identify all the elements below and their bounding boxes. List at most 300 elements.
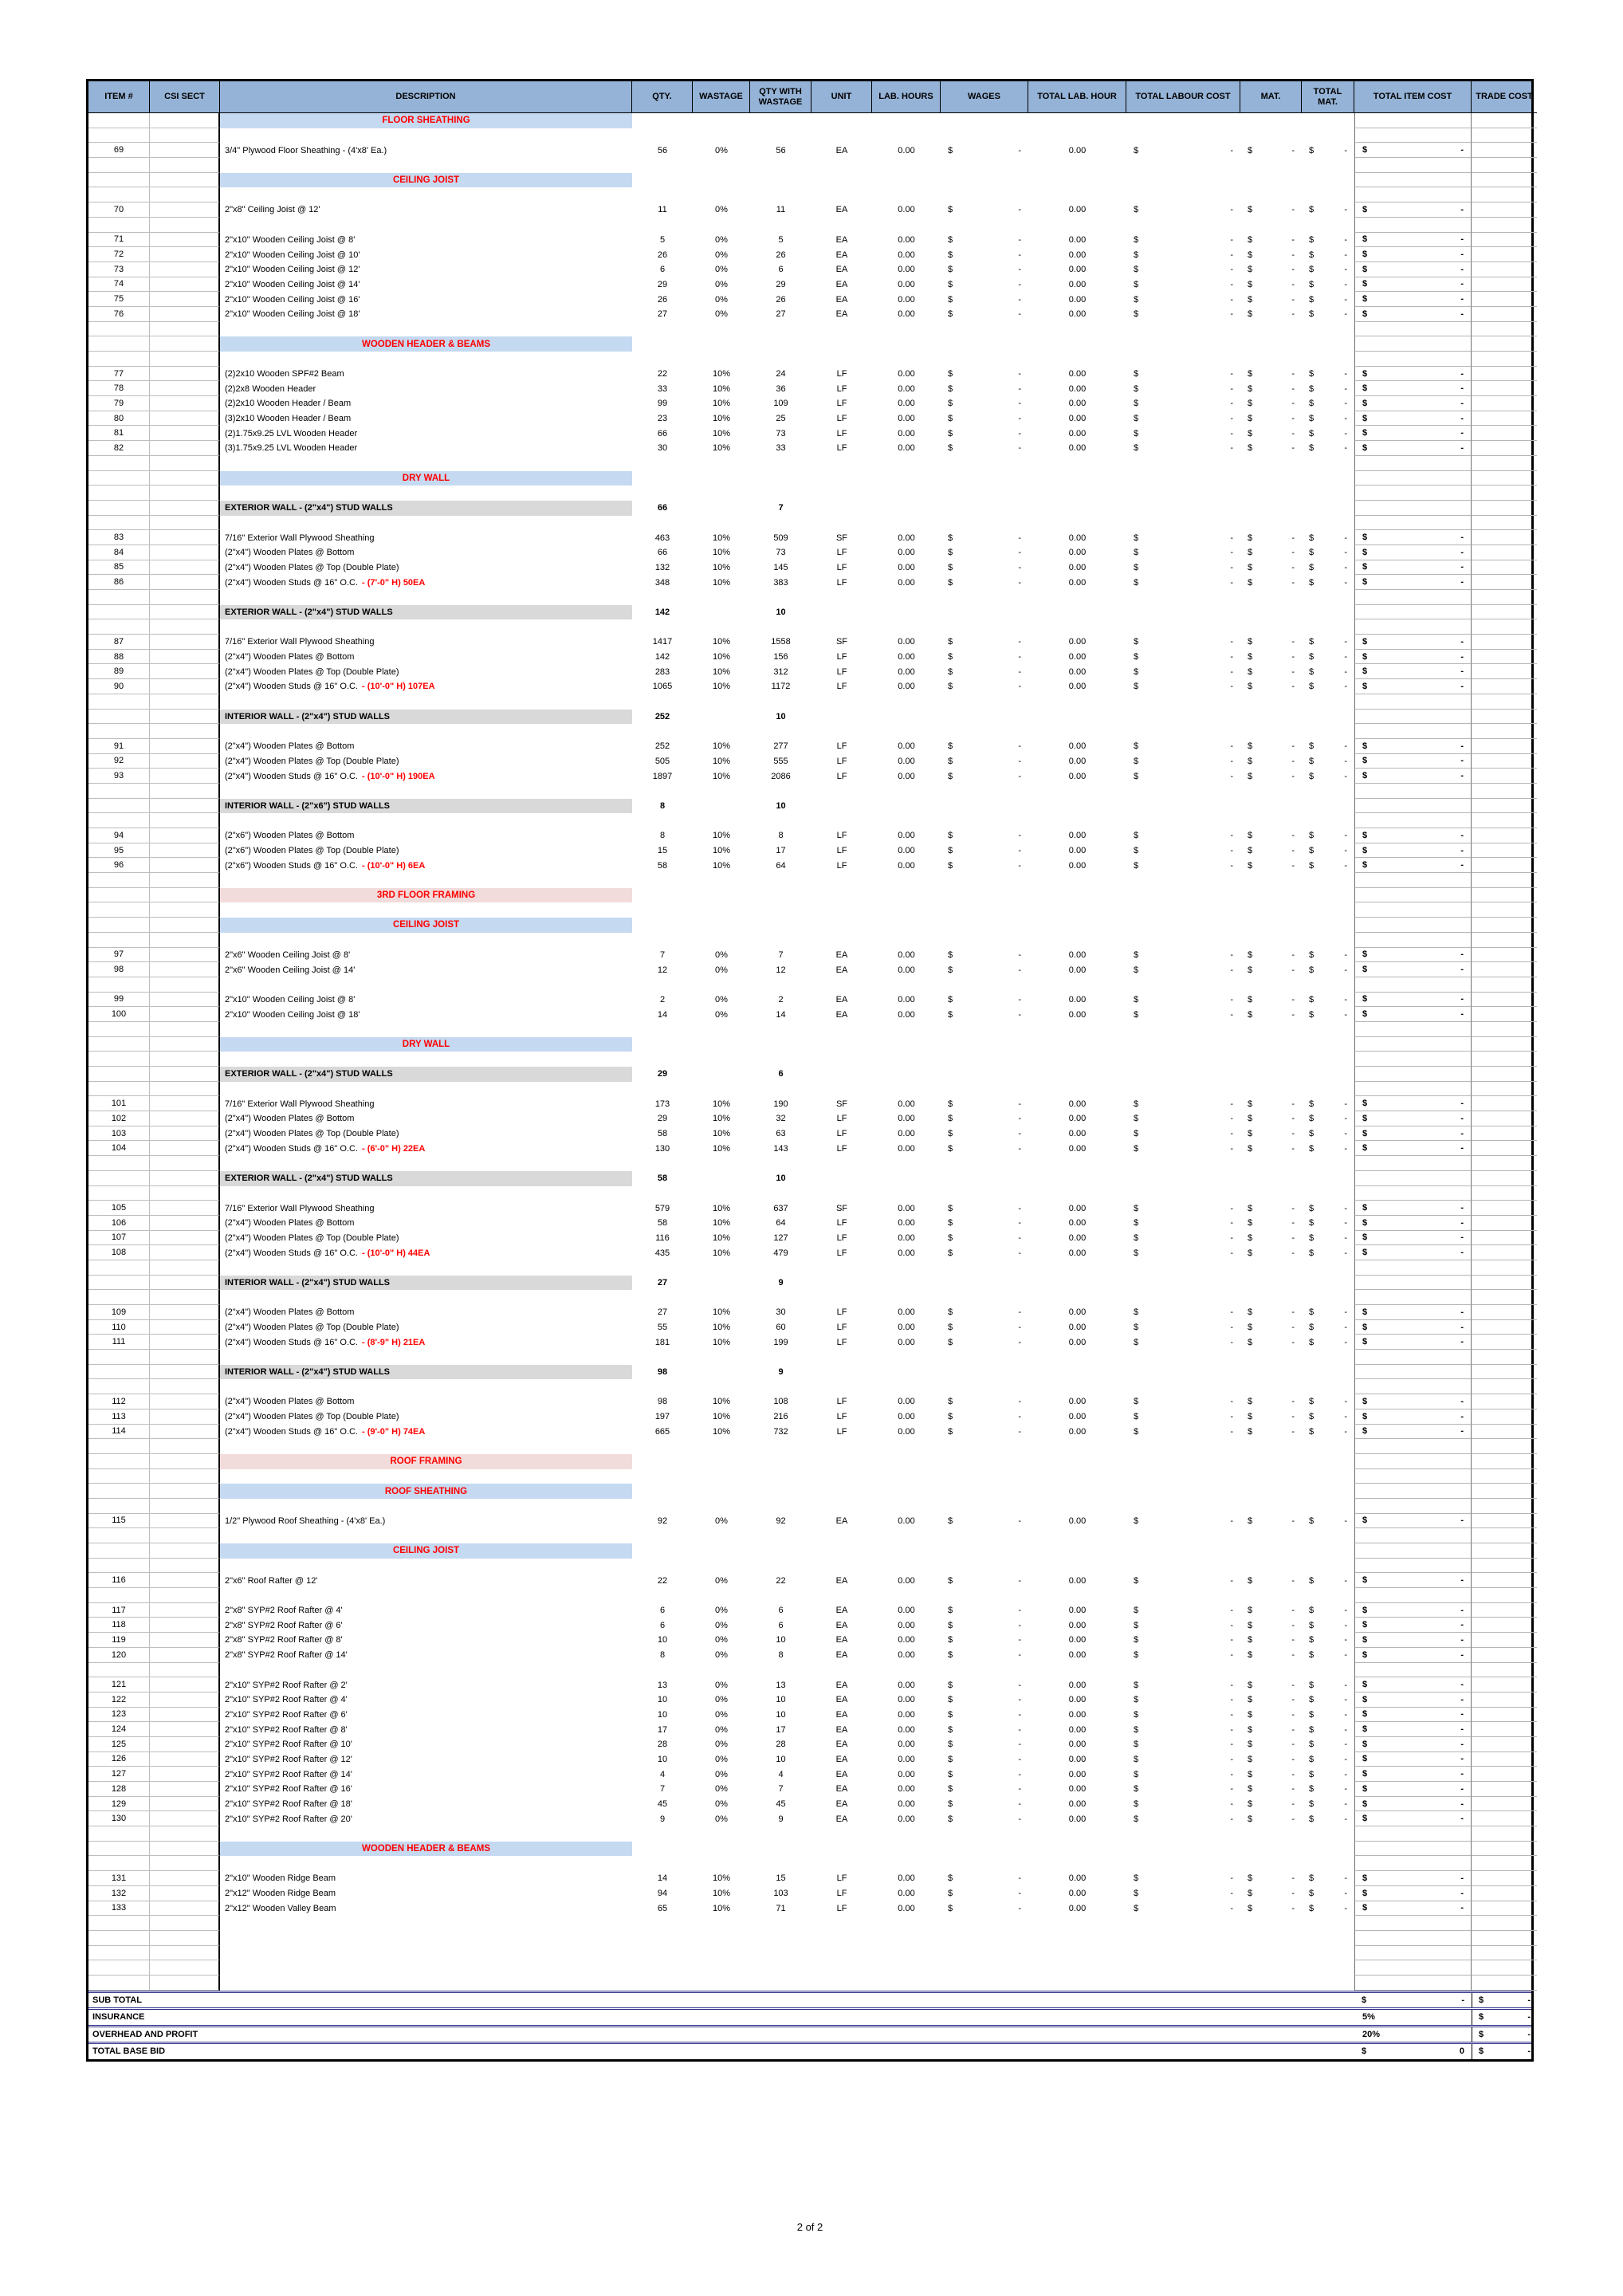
item-row [88,560,1531,576]
cell-total-labour-cost [1126,247,1240,262]
cell-mat [1240,292,1302,307]
cell-lab-hours [872,1276,941,1291]
amount-value: - [1344,1575,1347,1586]
item-row [88,1871,1531,1886]
cell-total-mat [1302,1960,1354,1976]
cell-csi-sect [150,1871,220,1886]
cell-item-number: 76 [88,307,150,322]
cell-trade-cost [1472,262,1537,277]
cell-total-mat [1302,1082,1354,1097]
description-text: 2"x8" Ceiling Joist @ 12' [225,205,320,215]
cell-wages [941,679,1028,694]
cell-trade-cost [1472,902,1537,918]
amount-value: - [1018,860,1021,871]
amount-value: - [1460,1426,1464,1437]
currency-symbol: $ [1134,562,1139,572]
currency-symbol: $ [1309,652,1315,662]
cell-description [220,352,632,367]
cell-qty: 22 [657,369,668,379]
cell-total-labour-cost [1126,873,1240,888]
cell-trade-cost [1472,187,1537,202]
cell-wastage [693,605,750,620]
cell-total-labour-cost [1126,1931,1240,1946]
currency-symbol: $ [1362,398,1368,408]
cell-total-mat [1302,1648,1354,1663]
cell-item-number: 81 [88,426,150,441]
currency-symbol: $ [1309,1799,1315,1810]
currency-symbol: $ [948,1620,953,1630]
blank-row [88,724,1531,739]
amount-value: - [1230,414,1233,424]
cell-wages [941,1618,1028,1633]
cell-total-lab-hour [1028,1067,1126,1082]
cell-trade-cost [1472,977,1537,993]
blank-row [88,1976,1531,1991]
item-row [88,530,1531,545]
amount-value: - [1460,1516,1464,1526]
blank-row [88,902,1531,918]
cell-csi-sect [150,1096,220,1111]
description-text: (2"x4") Wooden Studs @ 16" O.C. [225,771,358,781]
amount-value: - [1344,994,1347,1005]
cell-total-item-cost [1354,1439,1472,1454]
cell-total-labour-cost [1126,918,1240,933]
cell-description [220,1335,632,1350]
currency-symbol: $ [1362,845,1368,855]
currency-symbol: $ [948,1680,953,1690]
currency-symbol: $ [1309,1307,1315,1318]
cell-qty: 58 [657,1218,668,1229]
cell-total-mat [1302,1633,1354,1648]
cell-description [220,724,632,739]
cell-item-number: 75 [88,292,150,307]
cell-total-mat [1302,769,1354,784]
cell-total-mat [1302,813,1354,828]
cell-total-mat [1302,635,1354,650]
cell-csi-sect [150,426,220,441]
amount-value: - [1460,547,1464,557]
cell-total-labour-cost [1126,590,1240,605]
cell-item-number [88,471,150,486]
cell-total-item-cost [1354,1425,1472,1440]
cell-item-number [88,873,150,888]
cell-qty-with-wastage [750,1960,812,1976]
cell-qty-with-wastage [750,336,812,352]
cell-total-mat [1302,233,1354,248]
cell-description [220,1826,632,1842]
cell-total-item-cost [1354,247,1472,262]
currency-symbol: $ [1134,294,1139,305]
item-row [88,650,1531,665]
cell-lab-hours [872,1484,941,1499]
cell-wages [941,739,1028,754]
item-row [88,1425,1531,1440]
cell-description [220,739,632,754]
cell-total-lab-hour: 0.00 [1068,1337,1087,1347]
cell-wages [941,1350,1028,1365]
currency-symbol: $ [1248,234,1253,245]
item-row [88,1603,1531,1618]
cell-qty-with-wastage [750,1290,812,1305]
amount-value: - [1460,1233,1464,1243]
item-row [88,426,1531,441]
item-row [88,1618,1531,1633]
cell-mat [1240,769,1302,784]
cell-wages [941,1797,1028,1812]
amount-value: - [1291,831,1295,841]
cell-total-labour-cost [1126,367,1240,382]
cell-wastage: 0% [715,1635,728,1645]
cell-unit [812,1826,872,1842]
amount-value: - [1344,1873,1347,1884]
cell-trade-cost [1472,352,1537,367]
cell-mat [1240,1201,1302,1216]
cell-total-mat [1302,307,1354,322]
cell-qty: 132 [654,562,670,572]
cell-unit: LF [836,1412,847,1422]
item-row [88,962,1531,977]
currency-symbol: $ [1134,1680,1139,1690]
description-text: (2"x6") Wooden Plates @ Top (Double Plate) [225,846,399,856]
cell-csi-sect [150,113,220,128]
cell-qty-with-wastage: 6 [778,1069,784,1079]
currency-symbol: $ [948,399,953,409]
cell-unit [812,1856,872,1871]
currency-symbol: $ [1134,1412,1139,1422]
item-row [88,1335,1531,1350]
amount-value: - [1018,1769,1021,1779]
amount-value: - [1230,1814,1233,1824]
cell-total-item-cost [1354,873,1472,888]
section-band-label: WOODEN HEADER & BEAMS [220,336,632,352]
cell-total-labour-cost [1126,635,1240,650]
section-band-label: ROOF FRAMING [220,1454,632,1469]
amount-value: - [1230,279,1233,289]
amount-value: - [1230,741,1233,752]
cell-total-lab-hour [1028,813,1126,828]
amount-value: - [1230,1680,1233,1690]
cell-total-mat [1302,1067,1354,1082]
currency-symbol: $ [1362,666,1368,677]
amount-value: - [1344,1129,1347,1139]
cell-total-mat [1302,1335,1354,1350]
cell-unit: EA [835,250,848,260]
amount-value: - [1344,1889,1347,1899]
currency-symbol: $ [1248,1397,1253,1407]
currency-symbol: $ [1134,741,1139,752]
cell-wastage [693,218,750,233]
currency-symbol: $ [1362,965,1368,975]
cell-wages [941,977,1028,993]
amount-value: - [1344,965,1347,975]
cell-unit [812,1365,872,1380]
cell-total-lab-hour [1028,1439,1126,1454]
amount-value: - [1344,1143,1347,1154]
cell-total-mat [1302,619,1354,635]
amount-value: - [1460,636,1464,647]
amount-value: - [1344,399,1347,409]
amount-value: - [1460,1203,1464,1213]
cell-total-labour-cost [1126,843,1240,859]
cell-lab-hours [872,1946,941,1961]
cell-qty [632,888,693,903]
cell-csi-sect [150,1543,220,1559]
column-header-tlh: TOTAL LAB. HOUR [1028,81,1126,113]
amount-value: - [1018,637,1021,647]
cell-unit: SF [835,1203,848,1213]
cell-qty: 181 [654,1337,670,1347]
blank-row [88,619,1531,635]
cell-item-number: 91 [88,739,150,754]
cell-wastage [693,1916,750,1931]
amount-value: - [1018,1114,1021,1124]
cell-csi-sect [150,739,220,754]
cell-mat [1240,1379,1302,1394]
cell-description [220,635,632,650]
amount-value: - [1291,205,1295,215]
cell-wages [941,635,1028,650]
amount-value: - [1291,145,1295,155]
cell-wastage [693,619,750,635]
cell-item-number: 96 [88,858,150,873]
cell-lab-hours: 0.00 [898,1903,915,1913]
amount-value: - [1018,279,1021,289]
currency-symbol: $ [1134,1143,1139,1154]
cell-wastage [693,456,750,471]
cell-qty-with-wastage: 33 [776,443,786,454]
cell-qty: 463 [654,533,670,543]
cell-mat [1240,1305,1302,1320]
cell-qty [632,187,693,202]
cell-qty: 142 [654,652,670,662]
cell-lab-hours: 0.00 [898,666,915,677]
cell-lab-hours: 0.00 [898,265,915,275]
cell-total-lab-hour [1028,187,1126,202]
cell-mat [1240,1350,1302,1365]
currency-symbol: $ [948,1397,953,1407]
cell-csi-sect [150,1439,220,1454]
cell-total-lab-hour: 0.00 [1068,309,1087,320]
currency-symbol: $ [948,666,953,677]
cell-item-number: 132 [88,1886,150,1901]
cell-total-mat [1302,1111,1354,1126]
currency-symbol: $ [1309,428,1315,438]
currency-symbol: $ [1248,399,1253,409]
amount-value: - [1018,682,1021,692]
amount-value: - [1460,1337,1464,1347]
description-text: (2"x4") Wooden Studs @ 16" O.C. [225,1143,358,1154]
cell-wastage [693,724,750,739]
cell-qty-with-wastage: 6 [778,1606,784,1616]
cell-total-lab-hour [1028,1842,1126,1857]
currency-symbol: $ [1134,1307,1139,1318]
cell-total-mat [1302,993,1354,1008]
cell-qty: 283 [654,666,670,677]
cell-description [220,1379,632,1394]
cell-wastage: 0% [715,1695,728,1705]
amount-value: - [1291,1516,1295,1526]
cell-wages [941,1677,1028,1693]
cell-csi-sect [150,784,220,799]
cell-total-labour-cost [1126,1708,1240,1723]
currency-symbol: $ [1309,846,1315,856]
amount-value: - [1230,1695,1233,1705]
cell-csi-sect [150,1186,220,1201]
cell-qty: 6 [659,265,666,275]
cell-description [220,411,632,427]
cell-item-number [88,799,150,814]
amount-value: - [1344,1203,1347,1213]
cell-description [220,1514,632,1529]
cell-item-number: 82 [88,441,150,456]
cell-total-lab-hour [1028,710,1126,725]
cell-qty-with-wastage [750,1469,812,1484]
cell-total-mat [1302,1752,1354,1767]
cell-total-lab-hour [1028,1052,1126,1067]
cell-wages [941,1916,1028,1931]
cell-wastage [693,873,750,888]
cell-mat [1240,218,1302,233]
cell-lab-hours: 0.00 [898,279,915,289]
cell-total-labour-cost [1126,1067,1240,1082]
currency-symbol: $ [948,414,953,424]
cell-trade-cost [1472,710,1537,725]
currency-symbol: $ [1362,1128,1368,1138]
cell-wastage [693,1559,750,1574]
cell-total-item-cost [1354,1156,1472,1171]
cell-mat [1240,1484,1302,1499]
cell-wages [941,650,1028,665]
cell-total-mat [1302,158,1354,173]
amount-value: - [1291,1143,1295,1154]
amount-value: - [1460,1873,1464,1883]
cell-total-mat [1302,560,1354,576]
amount-value: - [1291,1784,1295,1795]
cell-wages [941,1082,1028,1097]
amount-value: - [1291,1740,1295,1750]
cell-wastage: 10% [712,771,731,781]
cell-csi-sect [150,619,220,635]
cell-mat [1240,724,1302,739]
currency-symbol: $ [1248,1769,1253,1779]
cell-csi-sect [150,1156,220,1171]
cell-total-mat [1302,1931,1354,1946]
cell-wastage: 10% [712,1412,731,1422]
cell-total-item-cost [1354,1454,1472,1469]
amount-value: - [1344,1740,1347,1750]
cell-total-lab-hour [1028,113,1126,128]
cell-total-labour-cost [1126,1022,1240,1037]
amount-value: - [1344,145,1347,155]
cell-qty: 26 [657,294,668,305]
cell-trade-cost [1472,1335,1537,1350]
cell-unit: EA [835,1635,848,1645]
cell-description [220,1082,632,1097]
amount-value: - [1344,1114,1347,1124]
footer-total-item-cost: 5% [1362,2012,1375,2023]
cell-unit: EA [835,965,848,975]
cell-csi-sect [150,1276,220,1291]
table-body [88,113,1531,1991]
cell-total-mat [1302,1722,1354,1737]
currency-symbol: $ [1362,1426,1368,1437]
currency-symbol: $ [1248,428,1253,438]
cell-total-item-cost [1354,396,1472,411]
footer-label: TOTAL BASE BID [92,2046,166,2057]
cell-qty-with-wastage: 10 [776,1709,786,1720]
cell-total-labour-cost [1126,202,1240,218]
cell-trade-cost [1472,1231,1537,1246]
cell-qty-with-wastage: 73 [776,428,786,438]
currency-symbol: $ [1362,1649,1368,1660]
cell-lab-hours [872,902,941,918]
currency-symbol: $ [1362,1605,1368,1615]
cell-mat [1240,143,1302,158]
amount-value: - [1291,369,1295,379]
cell-item-number: 126 [88,1752,150,1767]
cell-mat [1240,1648,1302,1663]
cell-total-item-cost [1354,352,1472,367]
amount-value: - [1230,205,1233,215]
cell-csi-sect [150,218,220,233]
currency-symbol: $ [948,309,953,320]
cell-csi-sect [150,679,220,694]
blank-row [88,1469,1531,1484]
currency-symbol: $ [1134,1397,1139,1407]
cell-unit: LF [836,1889,847,1899]
cell-item-number [88,1499,150,1514]
cell-item-number [88,1454,150,1469]
cell-wastage [693,1350,750,1365]
cell-total-labour-cost [1126,1469,1240,1484]
cell-mat [1240,1067,1302,1082]
amount-value: - [1344,1323,1347,1333]
cell-qty: 99 [657,399,668,409]
cell-total-lab-hour: 0.00 [1068,1099,1087,1109]
description-text: 2"x10" Wooden Ceiling Joist @ 18' [225,309,360,320]
cell-total-labour-cost [1126,277,1240,293]
cell-total-mat [1302,1588,1354,1603]
cell-description [220,1022,632,1037]
cell-qty-with-wastage: 45 [776,1799,786,1810]
description-text: 2"x10" SYP#2 Roof Rafter @ 8' [225,1724,348,1735]
cell-item-number [88,1156,150,1171]
cell-qty [632,1528,693,1543]
currency-symbol: $ [1134,756,1139,766]
cell-total-mat [1302,754,1354,769]
item-row [88,1782,1531,1797]
cell-unit: LF [836,1903,847,1913]
cell-mat [1240,1171,1302,1186]
blank-row [88,1916,1531,1931]
currency-symbol: $ [1248,666,1253,677]
cell-item-number: 95 [88,843,150,859]
currency-symbol: $ [1309,860,1315,871]
blank-row [88,1439,1531,1454]
cell-csi-sect [150,396,220,411]
cell-trade-cost [1472,1573,1537,1588]
cell-mat [1240,1797,1302,1812]
amount-value: - [1291,1009,1295,1020]
currency-symbol: $ [1362,294,1368,305]
cell-total-labour-cost [1126,902,1240,918]
cell-wastage: 10% [712,1337,731,1347]
cell-total-labour-cost [1126,813,1240,828]
cell-qty-with-wastage [750,977,812,993]
cell-mat [1240,933,1302,948]
cell-lab-hours [872,322,941,337]
cell-total-labour-cost [1126,158,1240,173]
